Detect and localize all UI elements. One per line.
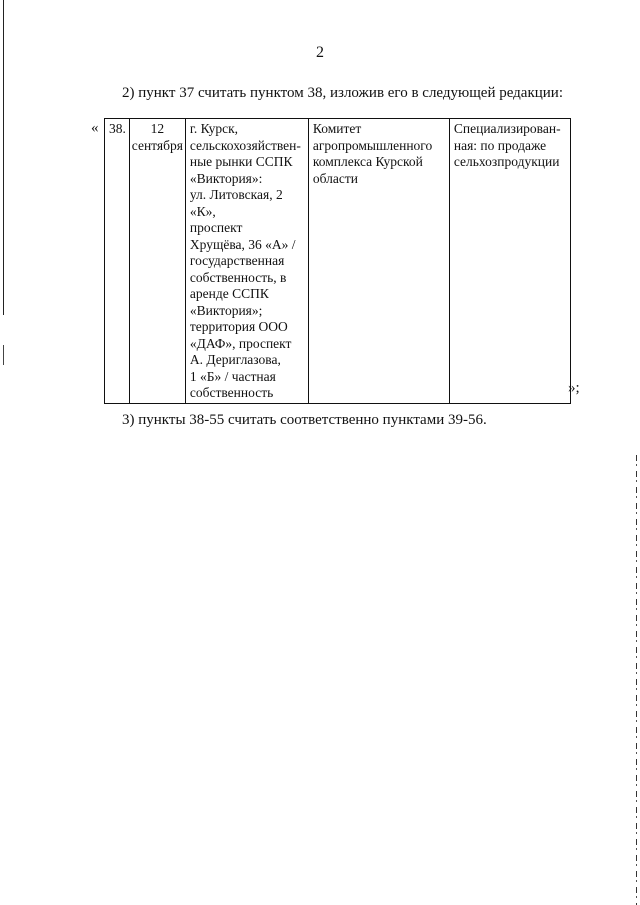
location-line: «Виктория»: (189, 170, 263, 186)
location-line: «К», (189, 203, 216, 219)
location-line: собственность (189, 385, 274, 400)
date-month: сентября (131, 137, 183, 153)
fair-type-line: сельхозпродукции (453, 154, 560, 169)
cell-location (185, 119, 308, 404)
cell-organizer (308, 119, 449, 404)
item-number: 38. (109, 121, 126, 136)
location-line: Хрущёва, 36 «А» / (189, 236, 296, 252)
fair-type-line: Специализирован- (453, 121, 561, 136)
location-line: А. Дериглазова, (189, 352, 281, 367)
location-line: г. Курск, (189, 121, 239, 136)
cell-number (105, 119, 130, 404)
table-row (105, 119, 571, 404)
location-line: государственная (189, 253, 285, 268)
open-quote: « (91, 120, 99, 136)
fair-type-line: ная: по продаже (453, 137, 547, 153)
location-line: проспект (189, 220, 243, 235)
location-line: собственность, в (189, 269, 287, 285)
location-line: сельскохозяйствен- (189, 137, 301, 153)
location-line: «ДАФ», проспект (189, 335, 292, 351)
location-line: аренде ССПК (189, 286, 269, 301)
location-line: ные рынки ССПК (189, 154, 293, 169)
cell-date (129, 119, 185, 404)
cell-fair-type (449, 119, 570, 404)
organizer-line: области (312, 170, 359, 186)
close-quote: »; (568, 380, 580, 396)
amendment-table (104, 118, 571, 404)
amendment-item-2: 2) пункт 37 считать пунктом 38, изложив его в следующей редакции: (122, 85, 564, 101)
location-line: территория ООО (189, 319, 288, 334)
organizer-line: агропромышленного (312, 137, 433, 153)
location-line: «Виктория»; (189, 302, 263, 318)
scan-edge-left-mark (3, 345, 4, 365)
organizer-line: комплекса Курской (312, 154, 423, 169)
date-day: 12 (150, 121, 165, 136)
amendment-item-3: 3) пункты 38-55 считать соответственно пунктами 39-56. (122, 412, 487, 428)
organizer-line: Комитет (312, 121, 362, 136)
page-number: 2 (316, 44, 324, 61)
scan-edge-right (636, 455, 637, 905)
location-line: ул. Литовская, 2 (189, 187, 283, 202)
location-line: 1 «Б» / частная (189, 368, 276, 384)
